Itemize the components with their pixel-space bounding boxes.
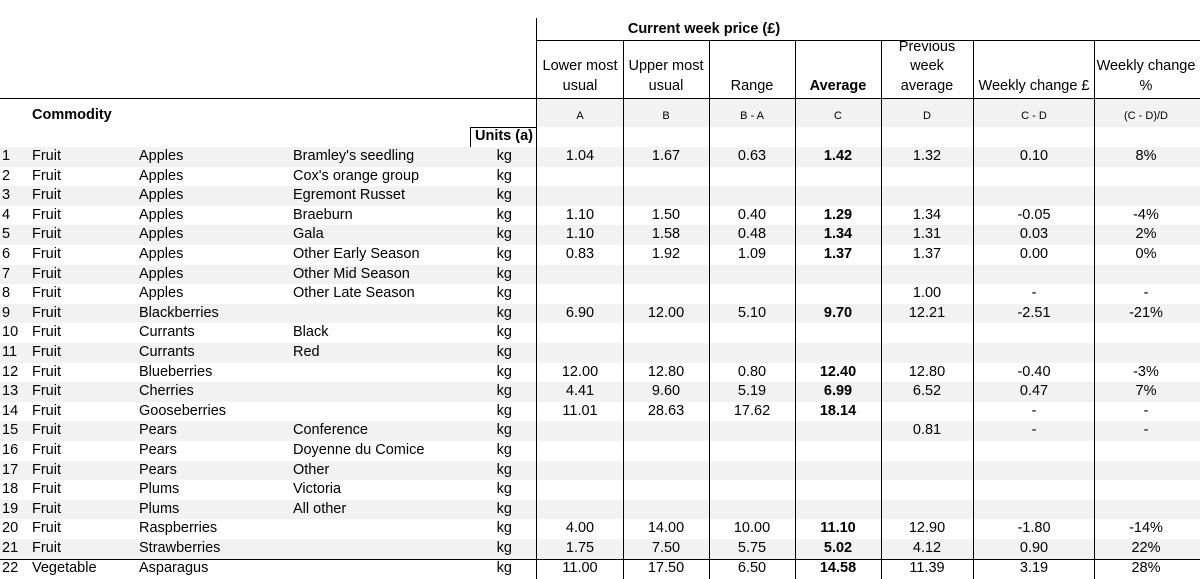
cell-wchange: 0.00 — [1019, 246, 1049, 262]
cell-cat: Fruit — [32, 167, 61, 184]
cell-n: 6 — [2, 246, 11, 262]
column-divider — [623, 41, 624, 579]
cell-wchange: -1.80 — [1017, 520, 1051, 537]
cell-variety: Doyenne du Comice — [293, 442, 425, 458]
column-header-wchange: Weekly change £ — [978, 77, 1090, 94]
cell-unit: kg — [496, 226, 512, 243]
cell-average: 5.02 — [823, 540, 853, 556]
cell-unit: kg — [496, 148, 512, 164]
cell-item: Plums — [139, 481, 180, 498]
cell-upper: 1.67 — [651, 148, 681, 164]
cell-n: 12 — [2, 363, 19, 380]
cell-n: 22 — [2, 559, 19, 576]
column-divider — [536, 18, 537, 579]
column-header-prev: average — [900, 77, 954, 94]
cell-cat: Fruit — [32, 148, 61, 164]
cell-item: Currants — [139, 324, 195, 341]
cell-item: Blackberries — [139, 304, 219, 321]
cell-wpct: -14% — [1129, 520, 1163, 537]
cell-item: Cherries — [139, 383, 194, 400]
column-header-wpct: Weekly change — [1096, 58, 1196, 74]
cell-cat: Fruit — [32, 304, 61, 321]
cell-cat: Fruit — [32, 324, 61, 341]
cell-range: 0.48 — [737, 226, 767, 243]
cell-lower: 12.00 — [561, 363, 599, 380]
cell-cat: Fruit — [32, 442, 61, 458]
cell-cat: Fruit — [32, 187, 61, 204]
column-header-average: Average — [809, 77, 867, 94]
header-rule — [0, 98, 1200, 99]
cell-wpct: 22% — [1131, 540, 1161, 556]
cell-n: 17 — [2, 461, 19, 478]
cell-prev: 1.00 — [912, 285, 942, 302]
cell-wpct: -3% — [1133, 363, 1159, 380]
column-header-wpct: % — [1139, 77, 1153, 94]
cell-variety: All other — [293, 500, 347, 517]
column-header-lower: usual — [562, 77, 598, 94]
cell-range: 0.40 — [737, 206, 767, 223]
cell-wpct: - — [1143, 422, 1149, 439]
cell-item: Gooseberries — [139, 402, 227, 419]
cell-upper: 12.80 — [647, 363, 685, 380]
cell-cat: Fruit — [32, 206, 61, 223]
cell-item: Apples — [139, 167, 184, 184]
cell-item: Blueberries — [139, 363, 213, 380]
cell-unit: kg — [496, 344, 512, 360]
cell-variety: Egremont Russet — [293, 187, 406, 204]
cell-range: 0.80 — [737, 363, 767, 380]
cell-unit: kg — [496, 461, 512, 478]
cell-item: Raspberries — [139, 520, 218, 537]
cell-prev: 12.80 — [908, 363, 946, 380]
cell-n: 2 — [2, 167, 11, 184]
cell-item: Apples — [139, 148, 184, 164]
cell-item: Plums — [139, 500, 180, 517]
cell-range: 5.75 — [737, 540, 767, 556]
cell-variety: Black — [293, 324, 329, 341]
column-header-range: Range — [730, 77, 774, 94]
cell-unit: kg — [496, 540, 512, 556]
cell-unit: kg — [496, 383, 512, 400]
column-code-upper: B — [662, 110, 670, 122]
cell-n: 8 — [2, 285, 11, 302]
column-header-upper: Upper most — [628, 58, 704, 74]
cell-lower: 1.10 — [565, 206, 595, 223]
cell-prev: 0.81 — [912, 422, 942, 439]
cell-item: Currants — [139, 344, 195, 360]
cell-wchange: 0.03 — [1019, 226, 1049, 243]
cell-cat: Fruit — [32, 422, 61, 439]
cell-variety: Braeburn — [293, 206, 353, 223]
column-divider — [795, 41, 796, 579]
cell-cat: Fruit — [32, 265, 61, 282]
cell-range: 0.63 — [737, 148, 767, 164]
cell-variety: Conference — [293, 422, 368, 439]
cell-lower: 0.83 — [565, 246, 595, 262]
cell-n: 10 — [2, 324, 19, 341]
cell-n: 9 — [2, 304, 11, 321]
cell-n: 21 — [2, 540, 19, 556]
cell-unit: kg — [496, 442, 512, 458]
cell-unit: kg — [496, 559, 512, 576]
cell-upper: 14.00 — [647, 520, 685, 537]
cell-unit: kg — [496, 304, 512, 321]
cell-item: Apples — [139, 246, 184, 262]
cell-prev: 6.52 — [912, 383, 942, 400]
cell-unit: kg — [496, 285, 512, 302]
cell-cat: Fruit — [32, 363, 61, 380]
cell-variety: Bramley's seedling — [293, 148, 415, 164]
cell-n: 3 — [2, 187, 11, 204]
row-band — [0, 461, 1200, 481]
cell-wpct: -4% — [1133, 206, 1159, 223]
cell-lower: 4.41 — [565, 383, 595, 400]
cell-average: 11.10 — [820, 520, 856, 537]
cell-item: Apples — [139, 265, 184, 282]
cell-variety: Other — [293, 461, 330, 478]
cell-cat: Fruit — [32, 481, 61, 498]
cell-prev: 4.12 — [912, 540, 942, 556]
cell-range: 5.19 — [737, 383, 767, 400]
cell-cat: Fruit — [32, 500, 61, 517]
commodity-label: Commodity — [32, 107, 112, 123]
cell-average: 1.42 — [823, 148, 853, 164]
cell-upper: 12.00 — [647, 304, 685, 321]
cell-cat: Fruit — [32, 285, 61, 302]
cell-lower: 1.10 — [565, 226, 595, 243]
cell-lower: 11.00 — [562, 559, 598, 576]
cell-wchange: 0.90 — [1019, 540, 1049, 556]
cell-cat: Fruit — [32, 461, 61, 478]
cell-cat: Fruit — [32, 383, 61, 400]
column-header-upper: usual — [648, 77, 684, 94]
cell-wpct: 2% — [1135, 226, 1157, 243]
cell-n: 1 — [2, 148, 11, 164]
cell-prev: 1.34 — [912, 206, 942, 223]
cell-item: Apples — [139, 187, 184, 204]
cell-lower: 1.04 — [565, 148, 595, 164]
cell-upper: 1.50 — [651, 206, 681, 223]
column-code-range: B - A — [740, 110, 764, 122]
cell-variety: Other Early Season — [293, 246, 420, 262]
cell-wchange: -0.05 — [1017, 206, 1051, 223]
cell-variety: Victoria — [293, 481, 342, 498]
cell-cat: Fruit — [32, 226, 61, 243]
cell-wchange: 3.19 — [1019, 559, 1049, 576]
cell-unit: kg — [496, 206, 512, 223]
cell-upper: 9.60 — [651, 383, 681, 400]
column-code-lower: A — [576, 110, 584, 122]
units-label: Units (a) — [475, 128, 533, 144]
cell-lower: 6.90 — [565, 304, 595, 321]
cell-wpct: - — [1143, 285, 1149, 302]
cell-upper: 28.63 — [647, 402, 685, 419]
cell-prev: 1.37 — [912, 246, 942, 262]
cell-cat: Fruit — [32, 344, 61, 360]
cell-unit: kg — [496, 520, 512, 537]
cell-unit: kg — [496, 167, 512, 184]
units-rule — [470, 127, 471, 147]
column-code-wchange: C - D — [1021, 110, 1047, 122]
cell-average: 9.70 — [823, 304, 853, 321]
cell-upper: 1.58 — [651, 226, 681, 243]
cell-unit: kg — [496, 422, 512, 439]
row-band — [0, 421, 1200, 441]
cell-n: 19 — [2, 500, 19, 517]
cell-item: Strawberries — [139, 540, 221, 556]
cell-unit: kg — [496, 324, 512, 341]
cell-wchange: 0.10 — [1019, 148, 1049, 164]
cell-average: 1.29 — [823, 206, 853, 223]
cell-unit: kg — [496, 187, 512, 204]
cell-n: 15 — [2, 422, 19, 439]
cell-n: 4 — [2, 206, 11, 223]
cell-n: 20 — [2, 520, 19, 537]
cell-average: 1.37 — [823, 246, 853, 262]
cell-item: Pears — [139, 442, 177, 458]
column-header-prev: Previous — [898, 38, 956, 55]
cell-range: 5.10 — [737, 304, 767, 321]
cell-lower: 1.75 — [565, 540, 595, 556]
cell-wpct: 0% — [1135, 246, 1157, 262]
cell-cat: Vegetable — [32, 559, 97, 576]
row-band — [0, 500, 1200, 520]
cell-upper: 1.92 — [651, 246, 681, 262]
cell-wpct: -21% — [1129, 304, 1163, 321]
header-rule — [536, 40, 1200, 41]
column-code-prev: D — [923, 110, 931, 122]
cell-n: 13 — [2, 383, 19, 400]
cell-variety: Cox's orange group — [293, 167, 420, 184]
cell-item: Apples — [139, 226, 184, 243]
cell-unit: kg — [496, 265, 512, 282]
cell-unit: kg — [496, 500, 512, 517]
code-row-band — [536, 99, 1200, 127]
cell-wpct: 28% — [1131, 559, 1161, 576]
cell-cat: Fruit — [32, 540, 61, 556]
column-divider — [881, 41, 882, 579]
cell-prev: 11.39 — [909, 559, 945, 576]
cell-average: 1.34 — [823, 226, 853, 243]
cell-prev: 12.21 — [908, 304, 946, 321]
column-header-prev: week — [910, 58, 944, 74]
column-code-wpct: (C - D)/D — [1124, 110, 1168, 122]
cell-range: 6.50 — [737, 559, 767, 576]
cell-prev: 1.32 — [912, 148, 942, 164]
cell-variety: Other Late Season — [293, 285, 415, 302]
cell-wpct: 7% — [1135, 383, 1157, 400]
cell-wchange: -0.40 — [1017, 363, 1051, 380]
cell-wchange: - — [1031, 285, 1037, 302]
cell-item: Pears — [139, 422, 177, 439]
column-divider — [709, 41, 710, 579]
column-header-lower: Lower most — [542, 58, 618, 74]
cell-lower: 4.00 — [565, 520, 595, 537]
column-code-average: C — [834, 110, 842, 122]
cell-cat: Fruit — [32, 402, 61, 419]
cell-n: 14 — [2, 402, 19, 419]
cell-item: Asparagus — [139, 559, 209, 576]
cell-average: 12.40 — [819, 363, 857, 380]
cell-unit: kg — [496, 402, 512, 419]
cell-cat: Fruit — [32, 246, 61, 262]
cell-n: 16 — [2, 442, 19, 458]
cell-unit: kg — [496, 481, 512, 498]
cell-variety: Gala — [293, 226, 324, 243]
cell-upper: 7.50 — [651, 540, 681, 556]
cell-n: 11 — [2, 344, 18, 360]
cell-wchange: - — [1031, 402, 1037, 419]
column-divider — [1094, 41, 1095, 579]
cell-wpct: - — [1143, 402, 1149, 419]
group-title: Current week price (£) — [627, 21, 781, 37]
cell-prev: 1.31 — [912, 226, 942, 243]
cell-n: 7 — [2, 265, 11, 282]
cell-average: 14.58 — [819, 559, 857, 576]
cell-upper: 17.50 — [647, 559, 685, 576]
cell-variety: Other Mid Season — [293, 265, 410, 282]
cell-cat: Fruit — [32, 520, 61, 537]
cell-lower: 11.01 — [562, 402, 598, 419]
cell-item: Pears — [139, 461, 177, 478]
cell-range: 1.09 — [737, 246, 767, 262]
cell-average: 18.14 — [819, 402, 857, 419]
cell-range: 10.00 — [733, 520, 771, 537]
cell-n: 18 — [2, 481, 19, 498]
cell-prev: 12.90 — [908, 520, 946, 537]
cell-variety: Red — [293, 344, 320, 360]
cell-range: 17.62 — [733, 402, 771, 419]
cell-item: Apples — [139, 206, 184, 223]
cell-wpct: 8% — [1135, 148, 1157, 164]
column-divider — [973, 41, 974, 579]
cell-n: 5 — [2, 226, 11, 243]
cell-unit: kg — [496, 363, 512, 380]
cell-wchange: -2.51 — [1017, 304, 1051, 321]
cell-item: Apples — [139, 285, 184, 302]
cell-average: 6.99 — [823, 383, 853, 400]
cell-wchange: - — [1031, 422, 1037, 439]
cell-unit: kg — [496, 246, 512, 262]
cell-wchange: 0.47 — [1019, 383, 1049, 400]
